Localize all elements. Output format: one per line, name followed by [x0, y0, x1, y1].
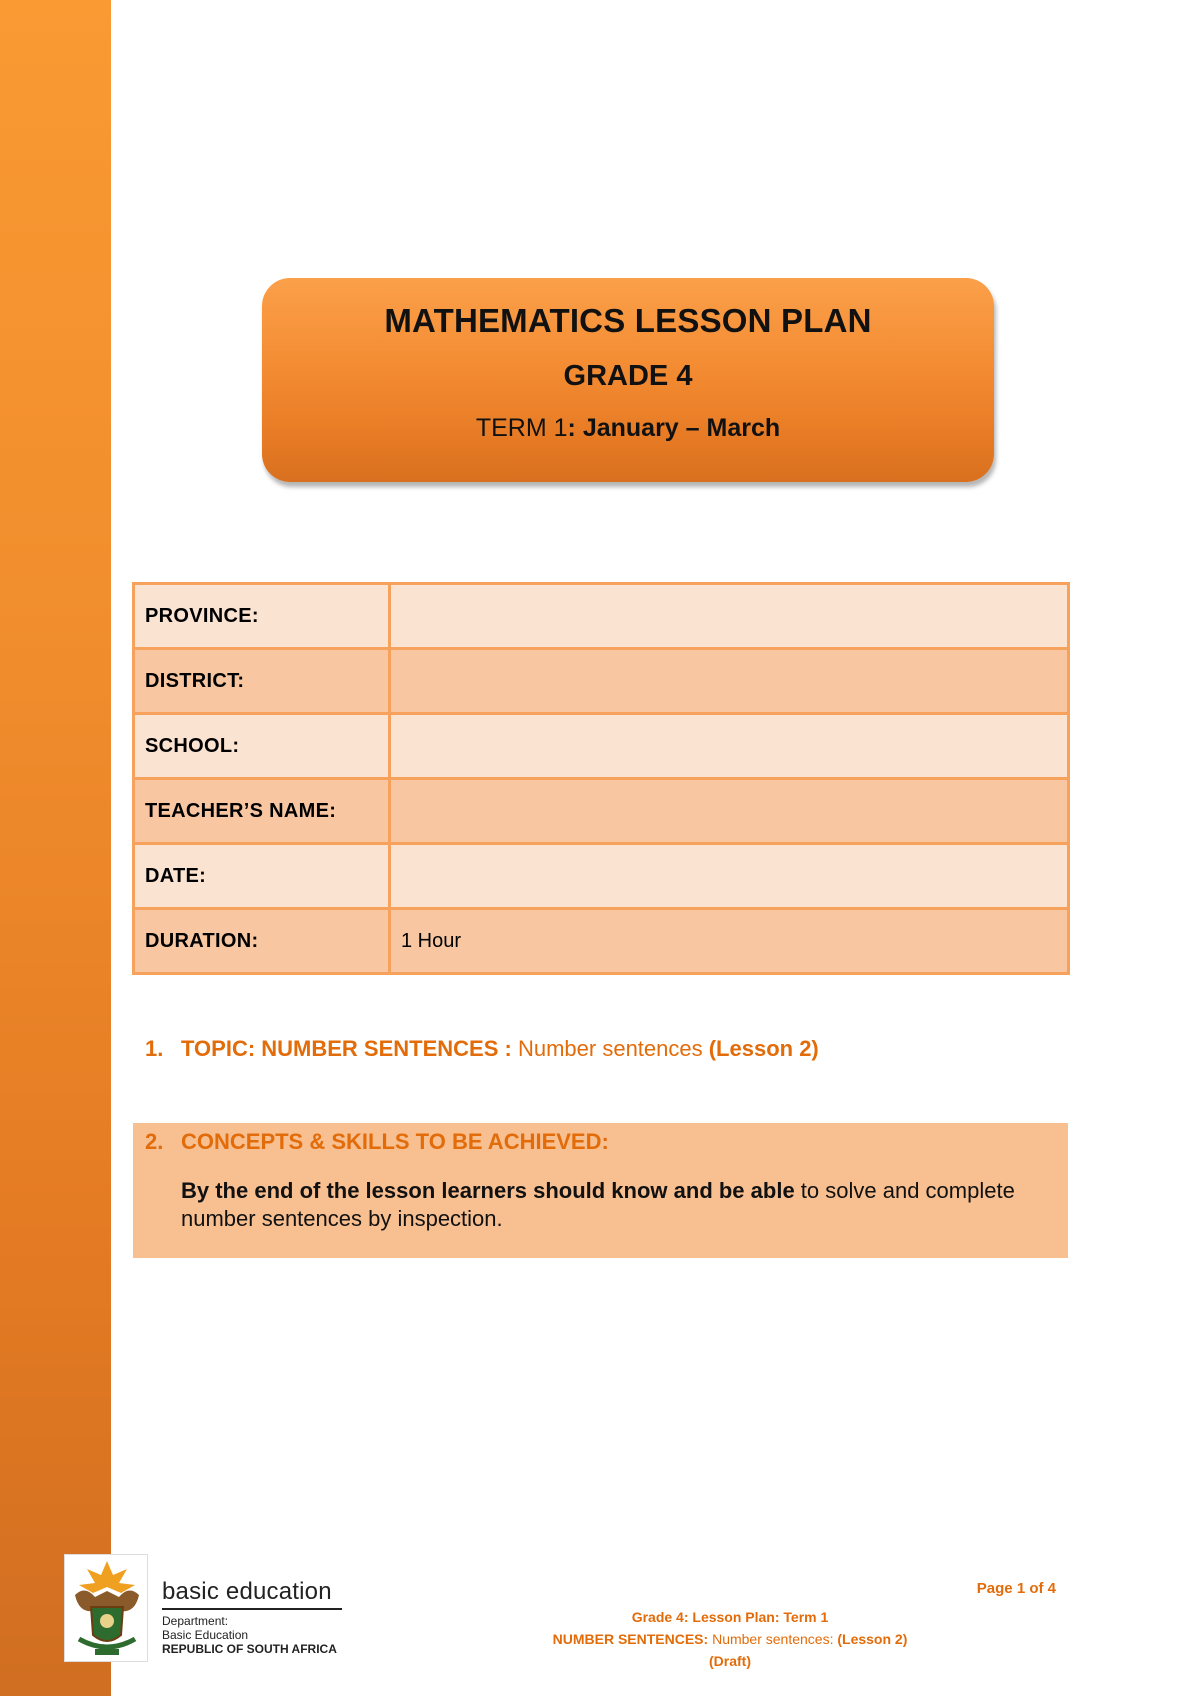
duration-label: DURATION: — [134, 909, 390, 974]
concepts-heading: 2. CONCEPTS & SKILLS TO BE ACHIEVED: — [145, 1129, 609, 1154]
document-title: MATHEMATICS LESSON PLAN — [384, 302, 872, 339]
logo-divider — [162, 1608, 342, 1610]
concepts-text: By the end of the lesson learners should know and be able to solve and complete number sentences by inspection. — [181, 1178, 1015, 1231]
term-label: TERM 1: January – March — [475, 414, 781, 442]
table-row — [134, 909, 1069, 974]
grade-label: GRADE 4 — [563, 360, 693, 392]
table-row — [134, 584, 1069, 649]
title-banner — [262, 278, 994, 482]
topic-heading: 1. TOPIC: NUMBER SENTENCES : Number sentences (Lesson 2) — [145, 1036, 819, 1061]
teacher-name-field[interactable] — [390, 779, 1069, 844]
district-field[interactable] — [390, 649, 1069, 714]
table-row — [134, 714, 1069, 779]
province-field[interactable] — [390, 584, 1069, 649]
date-field[interactable] — [390, 844, 1069, 909]
footer-line: (Draft) — [709, 1653, 751, 1669]
department-line: Department: — [162, 1614, 229, 1628]
department-logo-text — [162, 1578, 342, 1656]
page-footer — [520, 1606, 940, 1672]
page-number: Page 1 of 4 — [976, 1580, 1056, 1597]
side-accent-bar — [0, 0, 111, 1696]
department-name: basic education — [162, 1578, 332, 1605]
date-label: DATE: — [134, 844, 390, 909]
country-line: REPUBLIC OF SOUTH AFRICA — [162, 1642, 337, 1656]
teacher-name-label: TEACHER’S NAME: — [134, 779, 390, 844]
table-row — [134, 779, 1069, 844]
lesson-info-table — [132, 582, 1070, 975]
department-line: Basic Education — [162, 1628, 249, 1642]
footer-line: NUMBER SENTENCES: Number sentences: (Lesson 2) — [552, 1631, 908, 1647]
table-row — [134, 649, 1069, 714]
district-label: DISTRICT: — [134, 649, 390, 714]
table-row — [134, 844, 1069, 909]
coat-of-arms-logo — [64, 1554, 148, 1662]
concepts-section — [133, 1123, 1068, 1258]
school-field[interactable] — [390, 714, 1069, 779]
duration-value: 1 Hour — [390, 909, 1069, 974]
coat-of-arms-icon — [65, 1555, 149, 1663]
school-label: SCHOOL: — [134, 714, 390, 779]
province-label: PROVINCE: — [134, 584, 390, 649]
footer-line: Grade 4: Lesson Plan: Term 1 — [631, 1609, 829, 1625]
